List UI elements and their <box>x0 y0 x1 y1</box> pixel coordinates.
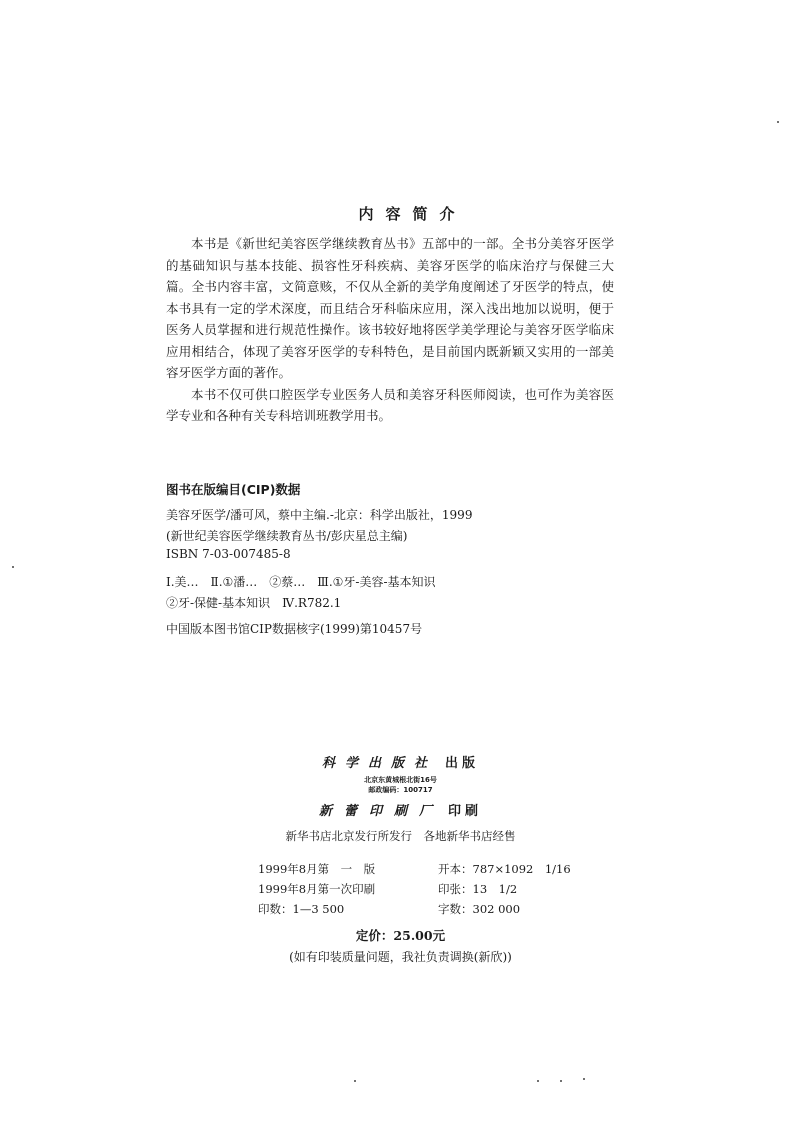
cip-line: ISBN 7-03-007485-8 <box>166 547 291 561</box>
edition-info: 1999年8月第 一 版 <box>258 862 376 876</box>
cip-classification-line: ②牙-保健-基本知识 Ⅳ.R782.1 <box>166 596 342 610</box>
cip-line: (新世纪美容医学继续教育丛书/彭庆星总主编) <box>166 529 408 543</box>
summary-paragraph: 本书不仅可供口腔医学专业医务人员和美容牙科医师阅读，也可作为美容医学专业和各种有关专科培训班教学用书。 <box>166 386 614 423</box>
summary-title: 内容简介 <box>358 205 467 223</box>
cip-heading: 图书在版编目(CIP)数据 <box>166 482 301 497</box>
scan-speck <box>12 566 14 568</box>
printer-action: 印刷 <box>448 804 483 819</box>
scan-speck <box>560 1080 562 1082</box>
publisher-postcode: 邮政编码：100717 <box>368 786 433 794</box>
printer-line <box>0 800 801 819</box>
summary-paragraph: 本书是《新世纪美容医学继续教育丛书》五部中的一部。全书分美容牙医学的基础知识与基本技能、损容性牙科疾病、美容牙医学的临床治疗与保健三大篇。全书内容丰富，文简意赅，不仅从全新的美学角度阐述了牙医学的特点，使本书具有一定的学术深度，而且结合牙科临床应用，深入浅出地加以说明，便于医务人员掌握和进行规范性操作。该书较好地将医学美学理论与美容牙医学临床应用相结合，体现了美容牙医学的专科特色，是目前国内既新颖又实用的一部美容牙医学方面的著作。 <box>166 236 614 380</box>
cip-classification-line: Ⅰ.美… Ⅱ.①潘… ②蔡… Ⅲ.①牙-美容-基本知识 <box>166 575 436 589</box>
publisher-line <box>0 752 801 771</box>
word-count-info: 字数：302 000 <box>438 902 521 916</box>
cip-line: 美容牙医学/潘可风，蔡中主编.-北京：科学出版社，1999 <box>166 508 473 522</box>
printer-name: 新蕾印刷厂 <box>318 804 444 819</box>
sheets-info: 印张：13 1/2 <box>438 882 518 896</box>
publisher-address: 北京东黄城根北街16号 <box>364 776 437 784</box>
print-run-info: 印数：1—3 500 <box>258 902 345 916</box>
scan-speck <box>537 1080 539 1082</box>
quality-notice: (如有印装质量问题，我社负责调换(新欣)) <box>289 950 512 964</box>
scan-speck <box>583 1078 585 1080</box>
publisher-name: 科学出版社 <box>321 756 437 771</box>
distributor-line: 新华书店北京发行所发行 各地新华书店经售 <box>285 829 516 843</box>
printing-info: 1999年8月第一次印刷 <box>258 882 376 896</box>
summary-body <box>166 233 614 427</box>
format-info: 开本：787×1092 1/16 <box>438 862 571 876</box>
cip-record-number: 中国版本图书馆CIP数据核字(1999)第10457号 <box>166 622 423 636</box>
publisher-action: 出版 <box>445 756 480 771</box>
scan-speck <box>354 1080 356 1082</box>
scan-speck <box>777 121 779 123</box>
price: 定价：25.00元 <box>355 928 446 943</box>
